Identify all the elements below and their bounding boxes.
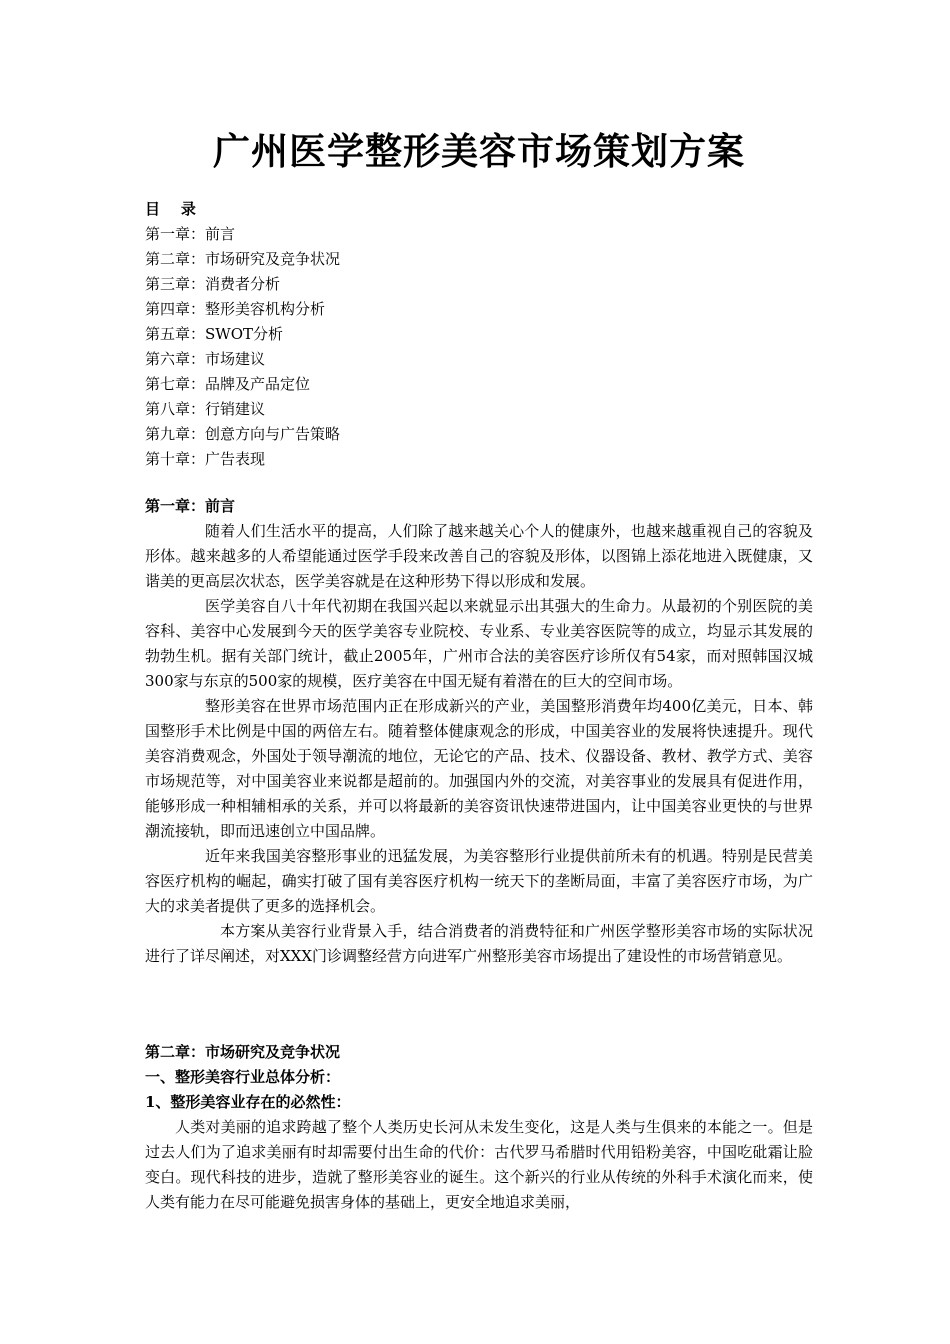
- document-title: 广州医学整形美容市场策划方案: [213, 129, 745, 173]
- chapter-2-subsection-title: 1、整形美容业存在的必然性：: [145, 1093, 351, 1111]
- chapter-1-paragraph: 随着人们生活水平的提高，人们除了越来越关心个人的健康外，也越来越重视自己的容貌及形体。越来越多的人希望能通过医学手段来改善自己的容貌及形体，以图锦上添花地进入既健康，又谐美的更高层次状态，医学美容就是在这种形势下得以形成和发展。: [145, 522, 813, 590]
- toc-item: 第五章：SWOT分析: [145, 325, 283, 343]
- chapter-1-paragraph: 本方案从美容行业背景入手，结合消费者的消费特征和广州医学整形美容市场的实际状况进行了详尽阐述，对XXX门诊调整经营方向进军广州整形美容市场提出了建设性的市场营销意见。: [145, 922, 813, 965]
- toc-item: 第十章：广告表现: [145, 450, 266, 468]
- toc-item: 第二章：市场研究及竞争状况: [145, 250, 341, 268]
- chapter-1-section: [145, 494, 813, 969]
- toc-item: 第六章：市场建议: [145, 350, 266, 368]
- chapter-2-section-title: 一、整形美容行业总体分析：: [145, 1068, 341, 1086]
- chapter-2-paragraph: 人类对美丽的追求跨越了整个人类历史长河从未发生变化，这是人类与生俱来的本能之一。但是过去人们为了追求美丽有时却需要付出生命的代价：古代罗马希腊时代用铅粉美容，中国吃砒霜让脸变白。现代科技的进步，造就了整形美容业的诞生。这个新兴的行业从传统的外科手术演化而来，使人类有能力在尽可能避免损害身体的基础上，更安全地追求美丽，: [145, 1118, 813, 1211]
- toc-item: 第九章：创意方向与广告策略: [145, 425, 341, 443]
- toc-item: 第四章：整形美容机构分析: [145, 300, 326, 318]
- chapter-1-paragraph: 近年来我国美容整形事业的迅猛发展，为美容整形行业提供前所未有的机遇。特别是民营美容医疗机构的崛起，确实打破了国有美容医疗机构一统天下的垄断局面，丰富了美容医疗市场，为广大的求美者提供了更多的选择机会。: [145, 847, 813, 915]
- toc-item: 第七章：品牌及产品定位: [145, 375, 311, 393]
- toc-item: 第三章：消费者分析: [145, 275, 281, 293]
- chapter-1-title: 第一章：前言: [145, 497, 236, 515]
- toc-item: 第一章：前言: [145, 225, 236, 243]
- chapter-1-paragraph: 医学美容自八十年代初期在我国兴起以来就显示出其强大的生命力。从最初的个别医院的美容科、美容中心发展到今天的医学美容专业院校、专业系、专业美容医院等的成立，均显示其发展的勃勃生机。据有关部门统计，截止2005年，广州市合法的美容医疗诊所仅有54家，而对照韩国汉城300家与东京的500家的规模，医疗美容在中国无疑有着潜在的巨大的空间市场。: [145, 597, 813, 690]
- chapter-2-section: [145, 1040, 813, 1215]
- chapter-1-paragraph: 整形美容在世界市场范围内正在形成新兴的产业，美国整形消费年均400亿美元，日本、韩国整形手术比例是中国的两倍左右。随着整体健康观念的形成，中国美容业的发展将快速提升。现代美容消费观念，外国处于领导潮流的地位，无论它的产品、技术、仪器设备、教材、教学方式、美容市场规范等，对中国美容业来说都是超前的。加强国内外的交流，对美容事业的发展具有促进作用，能够形成一种相辅相承的关系，并可以将最新的美容资讯快速带进国内，让中国美容业更快的与世界潮流接轨，即而迅速创立中国品牌。: [145, 697, 813, 840]
- table-of-contents: [145, 197, 813, 472]
- chapter-2-title: 第二章：市场研究及竞争状况: [145, 1043, 341, 1061]
- toc-item: 第八章：行销建议: [145, 400, 266, 418]
- toc-heading: 目 录: [145, 200, 196, 218]
